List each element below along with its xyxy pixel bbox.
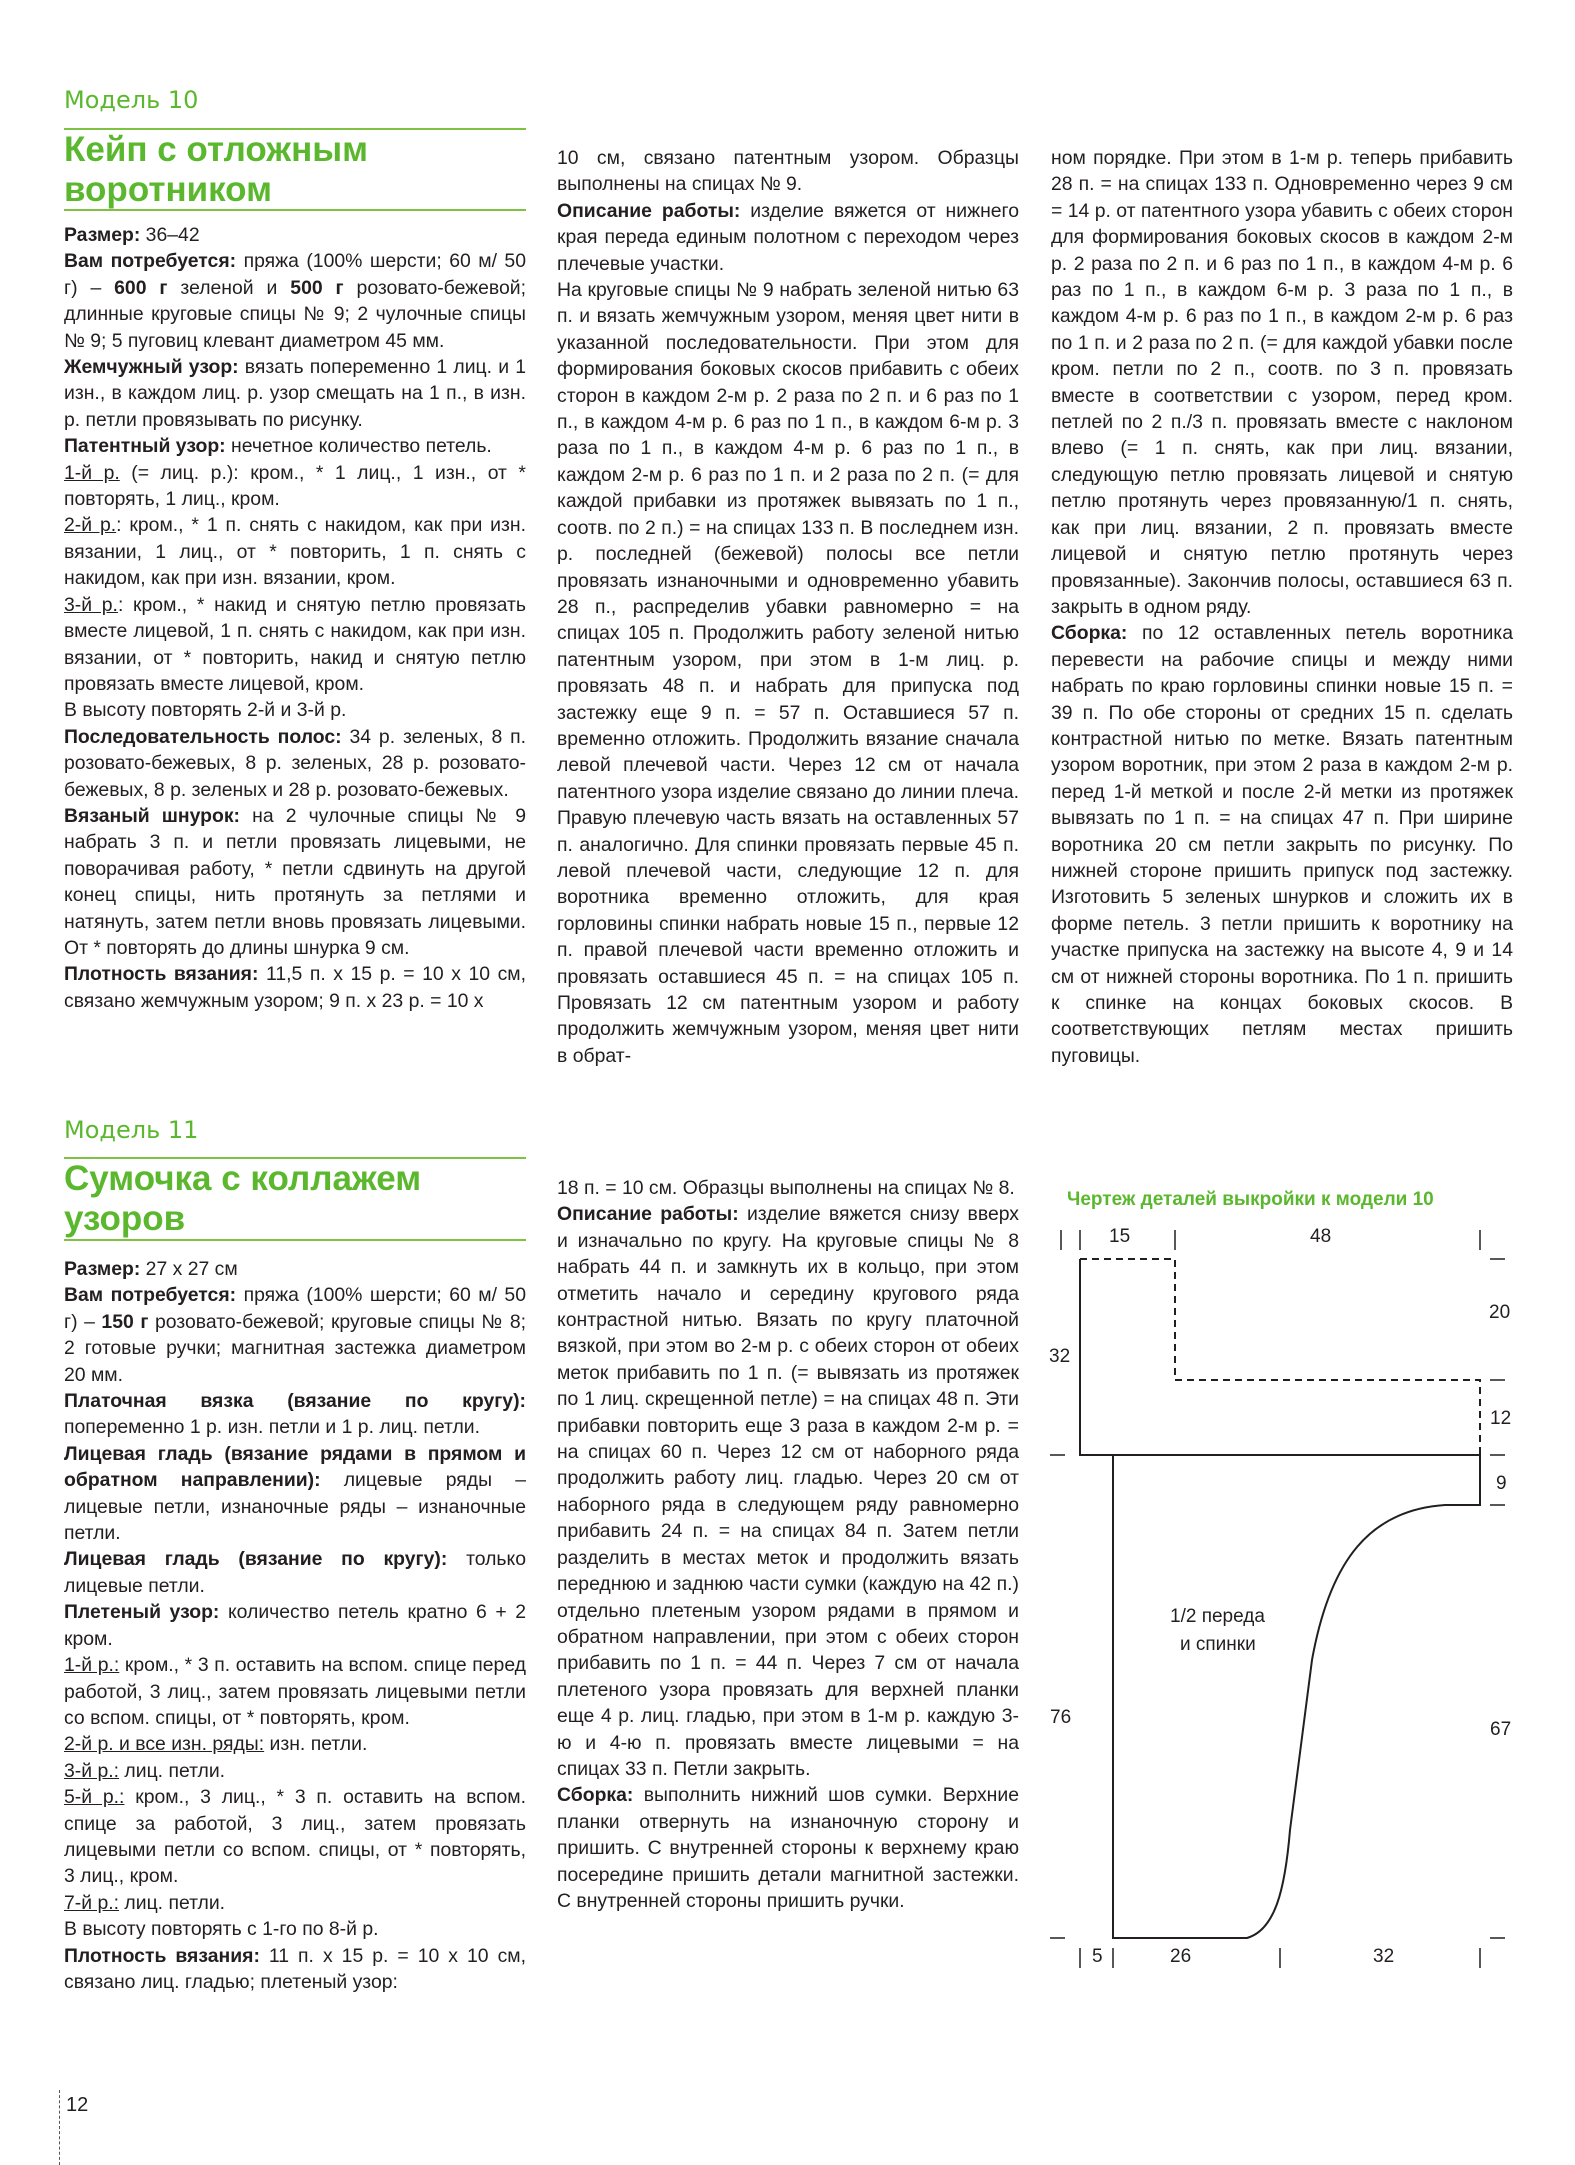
paragraph [64, 1652, 526, 1731]
paragraph [64, 1890, 526, 1916]
model-10-title [64, 130, 368, 210]
text: (= лиц. р.): кром., * 1 лиц., 1 изн., от * повторять, 1 лиц., кром. [64, 461, 526, 511]
paragraph [64, 1441, 526, 1547]
dim-top-48: 48 [1310, 1226, 1332, 1247]
paragraph [64, 961, 526, 1014]
bold-term: Лицевая гладь (вязание по кругу): [64, 1548, 448, 1571]
bold-term: Последовательность полос: [64, 725, 342, 748]
dim-right-67: 67 [1490, 1719, 1512, 1740]
text: количество петель кратно 6 + 2 кром. [64, 1601, 526, 1650]
text: попеременно 1 р. изн. петли и 1 р. лиц. петли. [64, 1416, 481, 1439]
dim-bottom-32: 32 [1373, 1946, 1395, 1967]
dim-right-9: 9 [1496, 1473, 1507, 1494]
model-10-column-3 [1051, 145, 1513, 1069]
dim-right-20: 20 [1489, 1302, 1511, 1323]
model-11-title [64, 1159, 421, 1239]
text: пряжа (100% шерсти; 60 м/ 50 г) – [64, 250, 526, 299]
bold-term: Вам потребуется: [64, 1284, 237, 1307]
text: 11 п. х 15 р. = 10 х 10 см, связано лиц. гладью; плетеный узор: [64, 1944, 526, 1993]
dim-right-12: 12 [1490, 1408, 1512, 1429]
paragraph [64, 1943, 526, 1996]
bold-term: Лицевая гладь (вязание рядами в прямом и обратном направлении): [64, 1442, 526, 1492]
diagram-solid-outline [1080, 1259, 1480, 1938]
text: 36–42 [140, 224, 200, 246]
bold-term: Патентный узор: [64, 435, 226, 458]
model-10-label: Модель 10 [64, 86, 199, 114]
dim-left-32: 32 [1049, 1346, 1071, 1367]
diagram-label-line2: и спинки [1180, 1634, 1256, 1655]
text: В высоту повторять с 1-го по 8-й р. [64, 1918, 379, 1941]
page-number: 12 [66, 2094, 89, 2116]
model-10-column-2 [557, 145, 1019, 1069]
model-11-title-rule [64, 1239, 526, 1241]
bold-term: Сборка: [1051, 622, 1128, 645]
text: розовато-бежевой; длинные круговые спицы № 9; 2 чулочные спицы № 9; 5 пуговиц клевант диаметром 45 мм. [64, 276, 526, 352]
dim-top-15: 15 [1109, 1226, 1131, 1247]
paragraph [557, 1201, 1019, 1782]
text: 10 см, связано патентным узором. Образцы выполнены на спицах № 9. [557, 147, 1019, 196]
paragraph [64, 592, 526, 698]
text: вязать попеременно 1 лиц. и 1 изн., в каждом лиц. р. узор смещать на 1 п., в изн. р. петли провязывать по рисунку. [64, 356, 526, 431]
model-10-title-line2: воротником [64, 170, 272, 209]
bold-term: Платочная вязка (вязание по кругу): [64, 1390, 526, 1413]
text: только лицевые петли. [64, 1548, 526, 1597]
paragraph [64, 222, 526, 248]
model-11-column-2 [557, 1175, 1019, 1914]
pattern-diagram [1040, 1210, 1540, 1990]
dim-bottom-5: 5 [1092, 1946, 1103, 1967]
paragraph [64, 1388, 526, 1441]
text: лиц. петли. [119, 1891, 226, 1914]
row-label: 2-й р. и все изн. ряды: [64, 1733, 265, 1756]
text: по 12 оставленных петель воротника перевести на рабочие спицы и между ними набрать по краю горловины спинки новые 15 п. = 39 п. По обе стороны от средних 15 п. сделать контрастной нитью по метке. Вязать патентным узором воротник, при этом 2 раза в каждом 2-м р. перед 1-й меткой и после 2-й метки из протяжек вывязать по 1 п. = на спицах 47 п. При ширине воротника 20 см петли закрыть по рисунку. По нижней стороне пришить припуск под застежку. Изготовить 5 зеленых шнурков и сложить их в форме петель. 3 петли пришить к воротнику на участке припуска на застежку на высоте 4, 9 и 14 см от нижней стороны воротника. По 1 п. пришить к спинке на концах боковых скосов. В соответствующих петлям местах пришить пуговицы. [1051, 622, 1513, 1067]
bold-term: Жемчужный узор: [64, 356, 239, 379]
paragraph [64, 803, 526, 961]
model-10-title-rule [64, 209, 526, 211]
crop-mark [59, 2090, 60, 2165]
text: 27 х 27 см [140, 1258, 238, 1280]
text: пряжа (100% шерсти; 60 м/ 50 г) – [64, 1284, 526, 1333]
bold-term: 500 г [290, 276, 344, 299]
paragraph [557, 1782, 1019, 1914]
paragraph [64, 460, 526, 513]
paragraph [1051, 145, 1513, 620]
text: изделие вяжется от нижнего края переда единым полотном с переходом через плечевые участки. [557, 199, 1019, 275]
paragraph [64, 248, 526, 354]
text: изн. петли. [264, 1733, 368, 1756]
diagram-ticks [1050, 1230, 1505, 1968]
paragraph [557, 277, 1019, 1069]
diagram-label-line1: 1/2 переда [1170, 1606, 1265, 1627]
text: 11,5 п. х 15 р. = 10 х 10 см, связано жемчужным узором; 9 п. х 23 р. = 10 х [64, 963, 526, 1012]
dim-bottom-26: 26 [1170, 1946, 1192, 1967]
model-11-title-line1: Сумочка с коллажем [64, 1159, 422, 1198]
text: нечетное количество петель. [225, 435, 492, 458]
paragraph [64, 354, 526, 433]
bold-term: Плетеный узор: [64, 1601, 220, 1624]
text: : кром., * 1 п. снять с накидом, как при изн. вязании, 1 лиц., от * повторить, 1 п. снять с накидом, как при изн. вязании, кром. [64, 514, 526, 590]
row-label: 7-й р.: [64, 1891, 120, 1914]
paragraph [64, 512, 526, 591]
paragraph [557, 145, 1019, 198]
text: кром., * 3 п. оставить на вспом. спице перед работой, 3 лиц., затем провязать лицевыми петли со вспом. спицы, от * повторять, кром. [64, 1654, 526, 1729]
paragraph [64, 724, 526, 803]
model-10-column-1 [64, 222, 526, 1014]
bold-term: Плотность вязания: [64, 963, 259, 986]
pattern-diagram-caption: Чертеж деталей выкройки к модели 10 [1067, 1189, 1434, 1210]
text: лиц. петли. [119, 1759, 226, 1782]
text: : кром., * накид и снятую петлю провязать вместе лицевой, 1 п. снять с накидом, как при изн. вязании, от * повторить, накид и снятую петлю провязать вместе лицевой, кром. [64, 593, 526, 695]
paragraph [64, 1599, 526, 1652]
row-label: 1-й р. [64, 461, 120, 484]
paragraph [64, 1784, 526, 1890]
text: изделие вяжется снизу вверх и изначально по кругу. На круговые спицы № 8 набрать 44 п. и замкнуть их в кольцо, при этом отметить начало и середину кругового ряда контрастной нитью. Вязать по кругу платочной вязкой, при этом во 2-м р. с обеих сторон от обеих меток прибавить по 1 п. (= вывязать из протяжек по 1 лиц. скрещенной петле) = на спицах 48 п. Эти прибавки повторить еще 3 раза в каждом 2-м р. = на спицах 60 п. Через 12 см от наборного ряда продолжить работу лиц. гладью. Через 20 см от наборного ряда в следующем ряду равномерно прибавить 24 п. = на спицах 84 п. Затем петли разделить в местах меток и продолжить вязать переднюю и заднюю части сумки (каждую на 42 п.) отдельно плетеным узором рядами в прямом и обратном направлении, при этом с обеих сторон прибавить по 1 п. = 44 п. Через 7 см от начала плетеного узора провязать для верхней планки еще 4 р. лиц. гладью, при этом в 1-м р. каждую 3-ю и 4-ю п. провязать вместе лицевыми = на спицах 33 п. Петли закрыть. [557, 1203, 1019, 1780]
model-11-title-line2: узоров [64, 1199, 186, 1238]
bold-term: 600 г [114, 276, 168, 299]
text: 18 п. = 10 см. Образцы выполнены на спицах № 8. [557, 1177, 1015, 1199]
text: лицевые ряды – лицевые петли, изнаночные ряды – изнаночные петли. [64, 1469, 527, 1545]
paragraph [557, 198, 1019, 277]
text: выполнить нижний шов сумки. Верхние планки отвернуть на изнаночную сторону и пришить. С внутренней стороны к верхнему краю посередине пришить детали магнитной застежки. С внутренней стороны пришить ручки. [557, 1784, 1019, 1912]
text: ном порядке. При этом в 1-м р. теперь прибавить 28 п. = на спицах 133 п. Одновременно через 9 см = 14 р. от патентного узора убавить с обеих сторон для формирования боковых скосов в каждом 2-м р. 2 раза по 2 п. и 6 раз по 1 п., в каждом 4-м р. 6 раз по 1 п., в каждом 6-м р. 3 раза по 1 п., в каждом 4-м р. 6 раз по 1 п., в каждом 2-м р. 6 раз по 1 п. и 2 раза по 2 п. (= для каждой убавки после кром. петли по 2 п., соотв. по 3 п. провязать вместе в соответствии с узором, перед кром. петлей по 2 п./3 п. провязать вместе с наклоном влево (= 1 п. снять, как при лиц. вязании, следующую петлю провязать лицевой и снятую петлю протянуть через провязанную/1 п. снять, как при лиц. вязании, 2 п. провязать вместе лицевой и снятую петлю протянуть через провязанные). Закончив полосы, оставшиеся 63 п. закрыть в одном ряду. [1051, 147, 1513, 618]
model-10-title-line1: Кейп с отложным [64, 130, 369, 169]
paragraph [64, 1282, 526, 1388]
row-label: 5-й р.: [64, 1786, 125, 1809]
paragraph [64, 1758, 526, 1784]
row-label: 2-й р. [64, 514, 117, 537]
row-label: 1-й р.: [64, 1654, 120, 1677]
paragraph [64, 697, 526, 723]
paragraph [64, 1916, 526, 1942]
text: розовато-бежевой; круговые спицы № 8; 2 готовые ручки; магнитная застежка диаметром 20 мм. [64, 1310, 526, 1386]
paragraph [64, 1546, 526, 1599]
bold-term: Описание работы: [557, 199, 741, 222]
text: В высоту повторять 2-й и 3-й р. [64, 699, 347, 722]
dim-left-76: 76 [1050, 1707, 1072, 1728]
bold-term: Описание работы: [557, 1203, 739, 1226]
bold-term: Плотность вязания: [64, 1944, 260, 1967]
paragraph [557, 1175, 1019, 1201]
text: зеленой и [167, 276, 291, 299]
bold-term: Вам потребуется: [64, 250, 237, 273]
paragraph [64, 433, 526, 459]
bold-term: Размер: [64, 224, 141, 246]
paragraph [64, 1256, 526, 1282]
model-11-label: Модель 11 [64, 1116, 199, 1144]
bold-term: Размер: [64, 1258, 141, 1280]
bold-term: 150 г [101, 1310, 149, 1333]
row-label: 3-й р. [64, 593, 118, 616]
text: 34 р. зеленых, 8 п. розовато-бежевых, 8 р. зеленых, 28 р. розовато-бежевых, 8 р. зеленых и 28 р. розовато-бежевых. [64, 725, 526, 801]
diagram-dashed-outline [1080, 1259, 1480, 1455]
bold-term: Вязаный шнурок: [64, 804, 241, 827]
row-label: 3-й р.: [64, 1759, 120, 1782]
paragraph [1051, 620, 1513, 1069]
text: На круговые спицы № 9 набрать зеленой нитью 63 п. и вязать жемчужным узором, меняя цвет нити в указанной последовательности. При этом для формирования боковых скосов прибавить с обеих сторон в каждом 2-м р. 2 раза по 2 п. и 6 раз по 1 п., в каждом 4-м р. 6 раз по 1 п., в каждом 6-м р. 3 раза по 1 п., в каждом 4-м р. 6 раз по 1 п., в каждом 2-м р. 6 раз по 1 п. и 2 раза по 2 п. (= для каждой прибавки из протяжек вывязать по 1 п., соотв. по 2 п.) = на спицах 133 п. В последнем изн. р. последней (бежевой) полосы все петли провязать изнаночными и одновременно убавить 28 п., распределив убавки равномерно = на спицах 105 п. Продолжить работу зеленой нитью патентным узором, при этом в 1-м лиц. р. провязать 48 п. и набрать для припуска под застежку еще 9 п. = 57 п. Оставшиеся 57 п. временно отложить. Продолжить вязание сначала левой плечевой части. Через 12 см от начала патентного узора изделие связано до линии плеча. Правую плечевую часть вязать на оставленных 57 п. аналогично. Для спинки провязать первые 45 п. левой плечевой части, следующие 12 п. для воротника временно отложить, для края горловины спинки набрать новые 15 п., первые 12 п. правой плечевой части временно отложить и провязать оставшиеся 45 п. = на спицах 105 п. Провязать 12 см патентным узором и работу продолжить жемчужным узором, меняя цвет нити в обрат- [557, 279, 1019, 1067]
model-11-column-1 [64, 1256, 526, 1995]
text: на 2 чулочные спицы № 9 набрать 3 п. и петли провязать лицевыми, не поворачивая работу, * петли сдвинуть на другой конец спицы, нить протянуть за петлями и натянуть, затем петли вновь провязать лицевыми. От * повторять до длины шнурка 9 см. [64, 804, 526, 959]
paragraph [64, 1731, 526, 1757]
text: кром., 3 лиц., * 3 п. оставить на вспом. спице за работой, 3 лиц., затем провязать лицевыми петли со вспом. спицы, от * повторять, 3 лиц., кром. [64, 1786, 526, 1888]
bold-term: Сборка: [557, 1784, 634, 1807]
